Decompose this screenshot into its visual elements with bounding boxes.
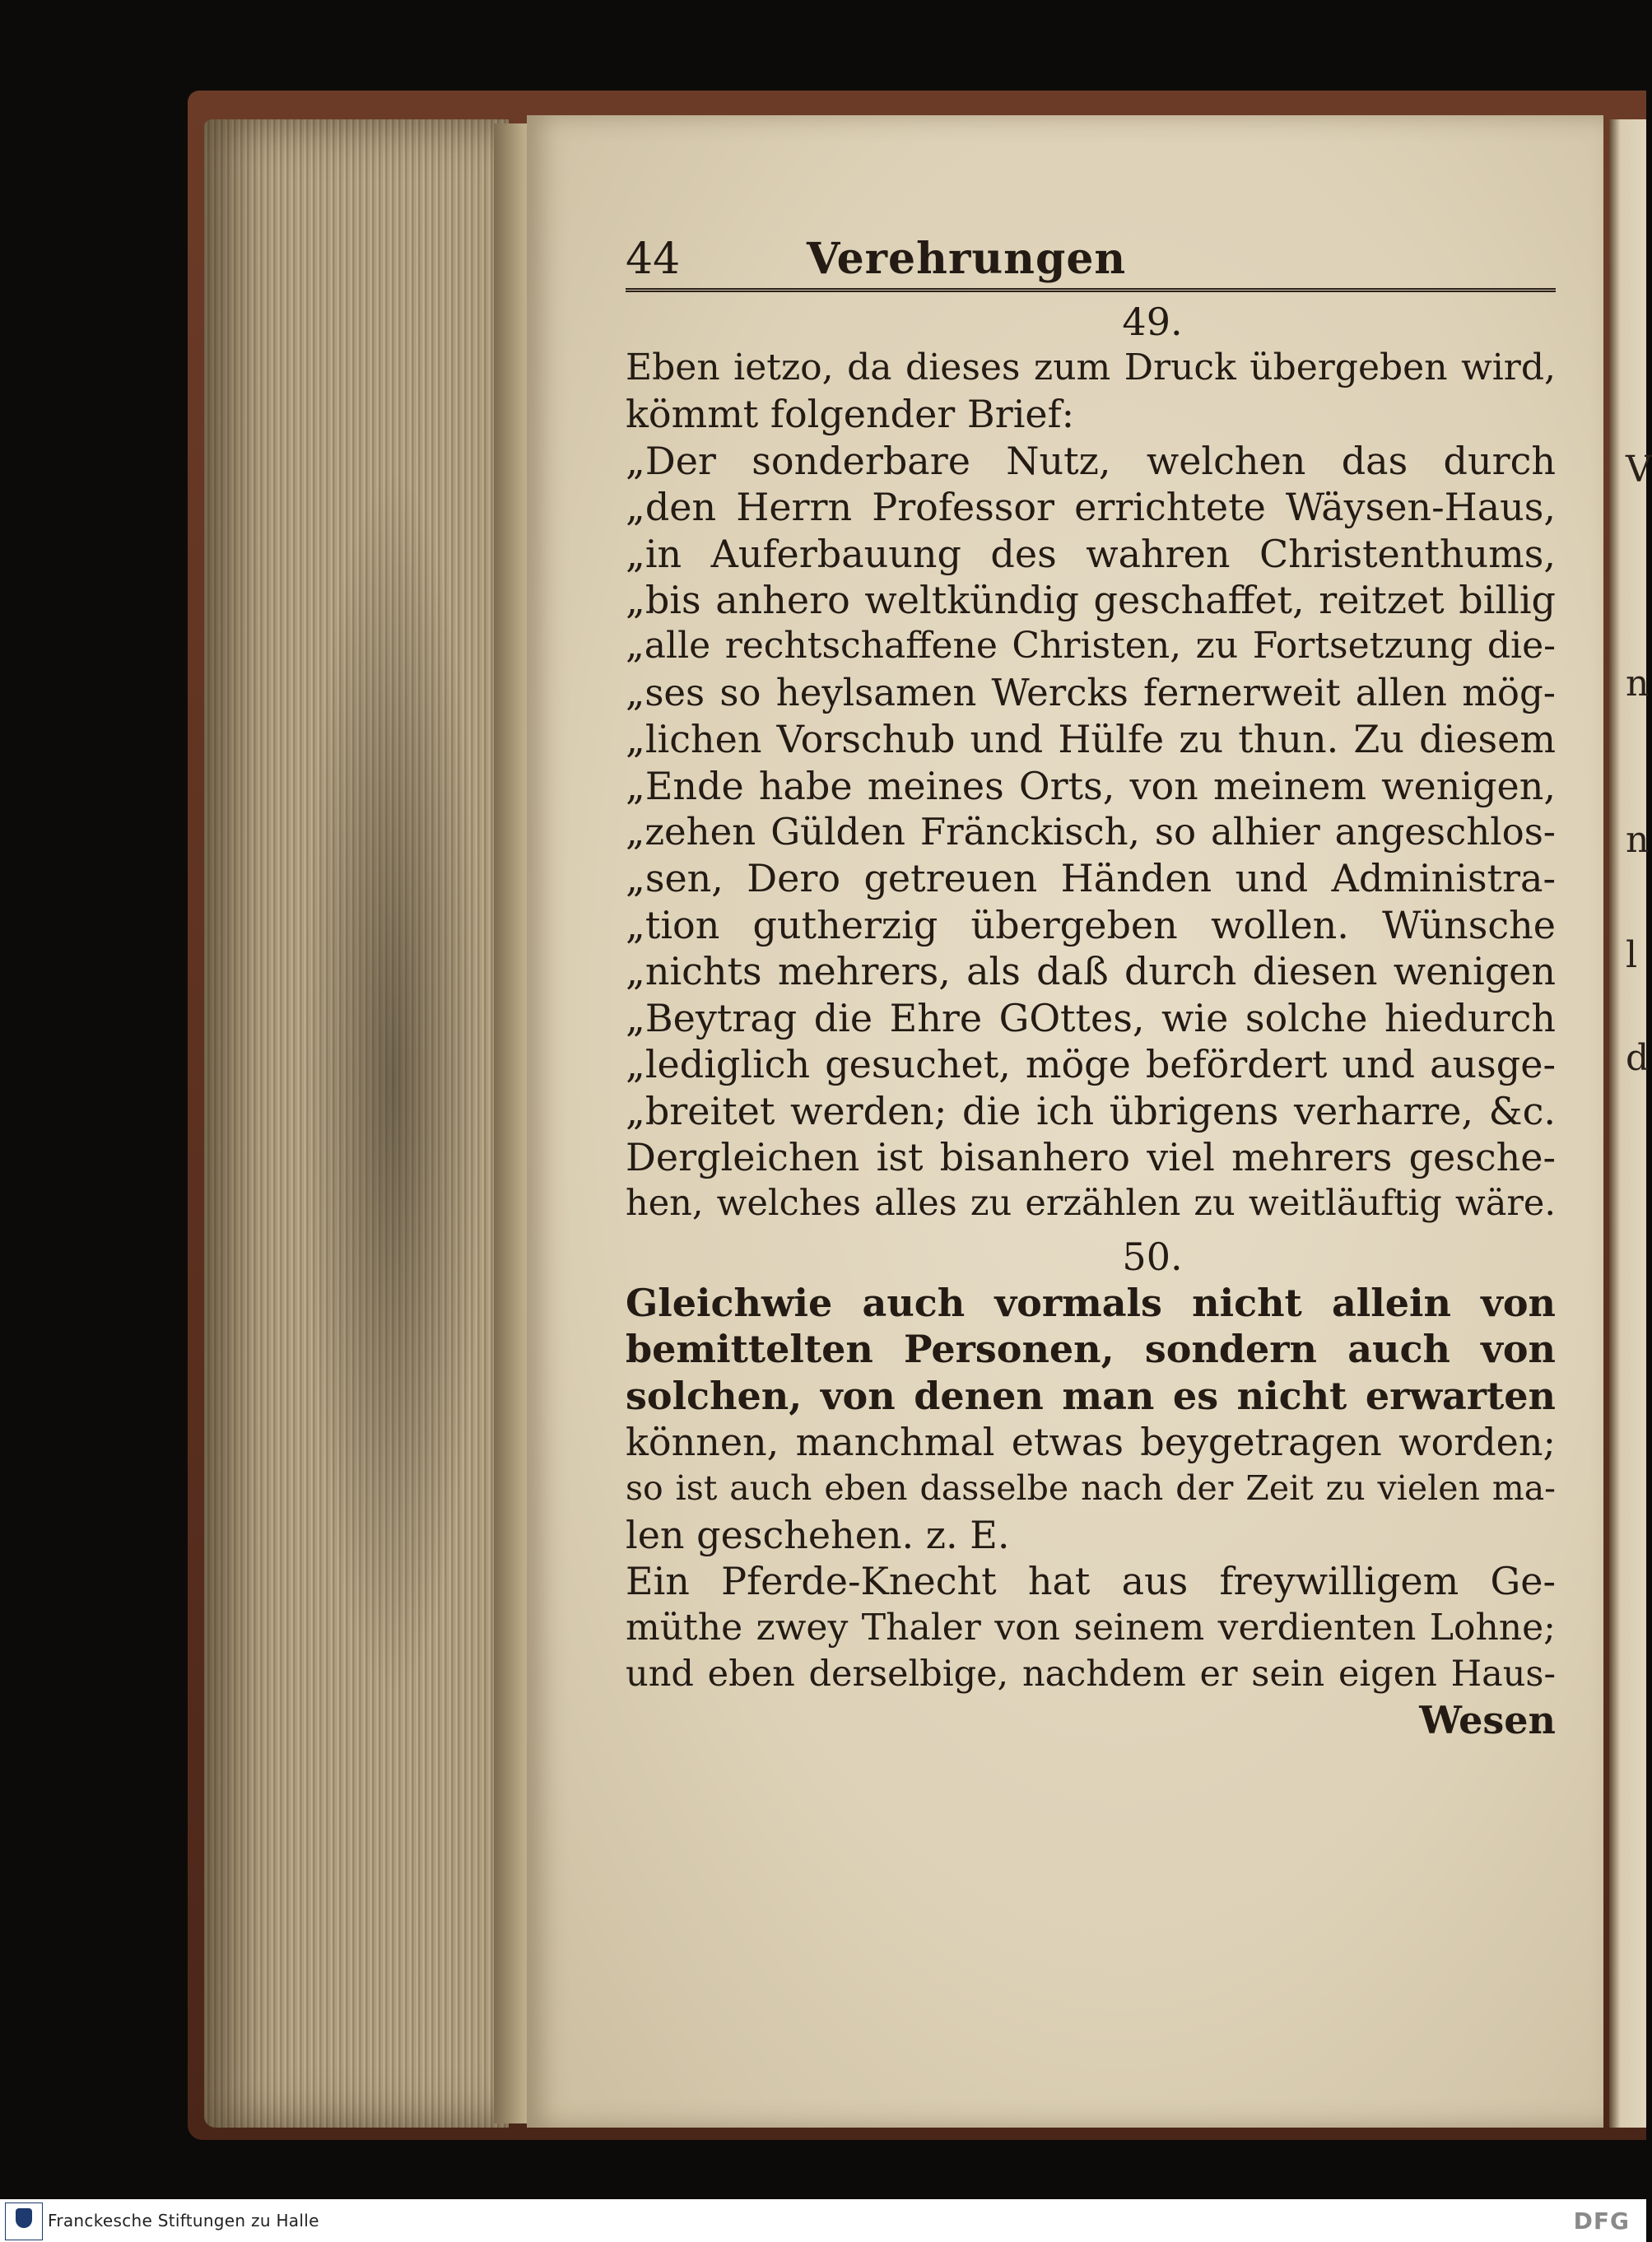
- text-line: hen, welches alles zu erzählen zu weitläuftig wäre.: [626, 1183, 1556, 1225]
- text-line: Ein Pferde-Knecht hat aus freywilligem Ge-: [626, 1559, 1556, 1604]
- text-line: „nichts mehrers, als daß durch diesen wenigen: [626, 949, 1556, 994]
- text-line: bemittelten Personen, sondern auch von: [626, 1327, 1556, 1372]
- text-line: „ses so heylsamen Wercks fernerweit allen mög-: [626, 670, 1556, 714]
- text-line: so ist auch eben dasselbe nach der Zeit zu vielen ma-: [626, 1468, 1556, 1509]
- text-line: „in Auferbauung des wahren Christenthums,: [626, 531, 1556, 576]
- catchword: Wesen: [1419, 1698, 1556, 1743]
- institution-logo: [5, 2202, 43, 2240]
- text-line: Dergleichen ist bisanhero viel mehrers gesche-: [626, 1134, 1556, 1179]
- text-line: „tion gutherzig übergeben wollen. Wünsche: [626, 902, 1556, 947]
- next-page-letter: l: [1626, 934, 1638, 976]
- text-line: „sen, Dero getreuen Händen und Administra-: [626, 856, 1556, 901]
- text-line: kömmt folgender Brief:: [626, 392, 1075, 437]
- text-line: „lichen Vorschub und Hülfe zu thun. Zu diesem: [626, 717, 1556, 762]
- next-page-edge: [1609, 119, 1652, 2128]
- text-line: „alle rechtschaffene Christen, zu Fortsetzung die-: [626, 625, 1556, 667]
- text-line: „breitet werden; die ich übrigens verharre, &c.: [626, 1088, 1556, 1133]
- dfg-logo: DFG: [1573, 2207, 1630, 2235]
- text-line: „bis anhero weltkündig geschaffet, reitzet billig: [626, 578, 1556, 623]
- section-50: [626, 1234, 1556, 1698]
- text-line: „den Herrn Professor errichtete Wäysen-Haus,: [626, 485, 1556, 530]
- text-line: „Ende habe meines Orts, von meinem wenigen,: [626, 763, 1556, 808]
- text-line: können, manchmal etwas beygetragen worden;: [626, 1419, 1556, 1464]
- section-number: 49.: [1122, 300, 1183, 344]
- next-page-letter: n: [1626, 663, 1650, 705]
- text-line: „Der sonderbare Nutz, welchen das durch: [626, 438, 1556, 483]
- text-line: Gleichwie auch vormals nicht allein von: [626, 1280, 1556, 1325]
- text-line: müthe zwey Thaler von seinem verdienten Lohne;: [626, 1606, 1556, 1649]
- running-title: Verehrungen: [807, 234, 1127, 284]
- text-line: „zehen Gülden Fränckisch, so alhier angeschlos-: [626, 810, 1556, 854]
- text-line: und eben derselbige, nachdem er sein eigen Haus-: [626, 1653, 1556, 1695]
- running-head: [626, 230, 1556, 292]
- institution-name: Franckesche Stiftungen zu Halle: [48, 2211, 319, 2230]
- text-line: „Beytrag die Ehre GOttes, wie solche hiedurch: [626, 995, 1556, 1040]
- section-number: 50.: [1122, 1234, 1183, 1279]
- text-line: „lediglich gesuchet, möge befördert und ausge-: [626, 1042, 1556, 1087]
- next-page-letter: d: [1626, 1037, 1650, 1079]
- text-line: len geschehen. z. E.: [626, 1512, 1010, 1557]
- crest-icon: [16, 2208, 32, 2228]
- page-text: [626, 230, 1556, 1743]
- text-line: Eben ietzo, da dieses zum Druck übergeben wird,: [626, 347, 1556, 388]
- section-49: [626, 299, 1556, 1227]
- footer-bar: [0, 2199, 1646, 2242]
- text-line: solchen, von denen man es nicht erwarten: [626, 1373, 1556, 1418]
- next-page-letter: n: [1626, 819, 1650, 861]
- water-stain: [303, 465, 484, 1700]
- next-page-letter: V: [1626, 449, 1652, 491]
- page-number: 44: [626, 235, 681, 284]
- page-edges: [204, 119, 509, 2128]
